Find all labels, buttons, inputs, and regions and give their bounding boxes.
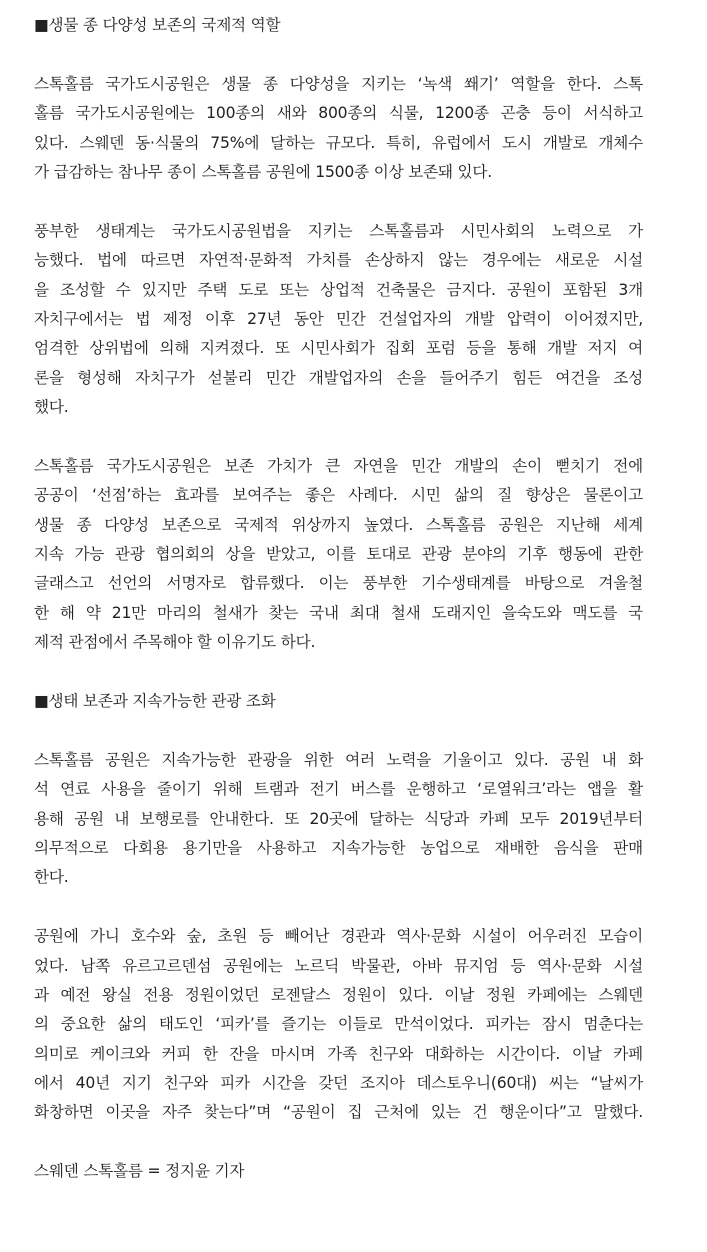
paragraph-line: 능했다. 법에 따르면 자연적·문화적 가치를 손상하지 않는 경우에는 새로운 시설: [34, 251, 643, 270]
paragraph-gap: [34, 422, 643, 451]
paragraph: [34, 70, 643, 188]
paragraph-line: 제적 관점에서 주목해야 할 이유기도 하다.: [34, 633, 316, 652]
paragraph-gap: [34, 893, 643, 922]
paragraph-line: 엄격한 상위법에 의해 지켜졌다. 또 시민사회가 집회 포럼 등을 통해 개발 저지 여: [34, 339, 643, 358]
paragraph: [34, 452, 643, 658]
paragraph-line: 석 연료 사용을 줄이기 위해 트램과 전기 버스를 운행하고 ‘로열워크’라는 앱을 활: [34, 780, 643, 799]
paragraph-line: 생물 종 다양성 보존으로 국제적 위상까지 높였다. 스톡홀름 공원은 지난해 세계: [34, 515, 643, 534]
paragraph-gap: [34, 716, 643, 745]
paragraph-line: 스톡홀름 공원은 지속가능한 관광을 위한 여러 노력을 기울이고 있다. 공원 내 화: [34, 750, 643, 769]
heading-text: ■생물 종 다양성 보존의 국제적 역할: [34, 16, 281, 34]
paragraph-line: 용해 공원 내 보행로를 안내한다. 또 20곳에 달하는 식당과 카페 모두 2019년부터: [34, 809, 643, 828]
paragraph-line: 했다.: [34, 398, 69, 417]
paragraph-line: 화창하면 이곳을 자주 찾는다”며 “공원이 집 근처에 있는 건 행운이다”고 말했다.: [34, 1103, 643, 1122]
paragraph-line: 에서 40년 지기 친구와 피카 시간을 갖던 조지아 데스토우니(60대) 씨는 “날씨가: [34, 1074, 643, 1093]
paragraph: [34, 922, 643, 1128]
paragraph-line: 공원에 가니 호수와 숲, 초원 등 빼어난 경관과 역사·문화 시설이 어우러진 모습이: [34, 927, 643, 946]
paragraph-line: 한다.: [34, 868, 69, 887]
paragraph: [34, 746, 643, 893]
byline-text: 스웨덴 스톡홀름 = 정지윤 기자: [34, 1162, 245, 1181]
paragraph-line: 홀름 국가도시공원에는 100종의 새와 800종의 식물, 1200종 곤충 등이 서식하고: [34, 104, 643, 123]
section-heading: [34, 687, 643, 716]
paragraph-line: 자치구에서는 법 제정 이후 27년 동안 민간 건설업자의 개발 압력이 이어졌지만,: [34, 309, 643, 328]
paragraph-line: 의무적으로 다회용 용기만을 사용하고 지속가능한 농업으로 재배한 음식을 판매: [34, 838, 643, 857]
paragraph-line: 었다. 남쪽 유르고르덴섬 공원에는 노르딕 박물관, 아바 뮤지엄 등 역사·문화 시설: [34, 956, 643, 975]
heading-text: ■생태 보존과 지속가능한 관광 조화: [34, 691, 276, 710]
paragraph-line: 스톡홀름 국가도시공원은 보존 가치가 큰 자연을 민간 개발의 손이 뻗치기 전에: [34, 456, 643, 475]
paragraph-line: 을 조성할 수 있지만 주택 도로 또는 상업적 건축물은 금지다. 공원이 포함된 3개: [34, 280, 643, 299]
paragraph-gap: [34, 658, 643, 687]
paragraph-gap: [34, 40, 643, 69]
byline: [34, 1157, 643, 1186]
paragraph-line: 지속 가능 관광 협의회의 상을 받았고, 이를 토대로 관광 분야의 기후 행동에 관한: [34, 545, 643, 564]
paragraph-line: 의미로 케이크와 커피 한 잔을 마시며 가족 친구와 대화하는 시간이다. 이날 카페: [34, 1044, 643, 1063]
paragraph-gap: [34, 1128, 643, 1157]
paragraph-line: 의 중요한 삶의 태도인 ‘피카’를 즐기는 이들로 만석이었다. 피카는 잠시 멈춘다는: [34, 1015, 643, 1034]
paragraph-line: 가 급감하는 참나무 종이 스톡홀름 공원에 1500종 이상 보존돼 있다.: [34, 162, 493, 181]
paragraph-line: 한 해 약 21만 마리의 철새가 찾는 국내 최대 철새 도래지인 을숙도와 맥도를 국: [34, 603, 643, 622]
paragraph: [34, 217, 643, 423]
paragraph-gap: [34, 187, 643, 216]
paragraph-line: 공공이 ‘선점’하는 효과를 보여주는 좋은 사례다. 시민 삶의 질 향상은 물론이고: [34, 486, 643, 505]
section-heading: [34, 11, 643, 40]
paragraph-line: 론을 형성해 자치구가 섣불리 민간 개발업자의 손을 들어주기 힘든 여건을 조성: [34, 368, 643, 387]
paragraph-line: 글래스고 선언의 서명자로 합류했다. 이는 풍부한 기수생태계를 바탕으로 겨울철: [34, 574, 643, 593]
paragraph-line: 과 예전 왕실 전용 정원이었던 로젠달스 정원이 있다. 이날 정원 카페에는 스웨덴: [34, 985, 643, 1004]
paragraph-line: 풍부한 생태계는 국가도시공원법을 지키는 스톡홀름과 시민사회의 노력으로 가: [34, 221, 643, 240]
paragraph-line: 스톡홀름 국가도시공원은 생물 종 다양성을 지키는 ‘녹색 쐐기’ 역할을 한다. 스톡: [34, 74, 643, 93]
paragraph-line: 있다. 스웨덴 동·식물의 75%에 달하는 규모다. 특히, 유럽에서 도시 개발로 개체수: [34, 133, 643, 152]
